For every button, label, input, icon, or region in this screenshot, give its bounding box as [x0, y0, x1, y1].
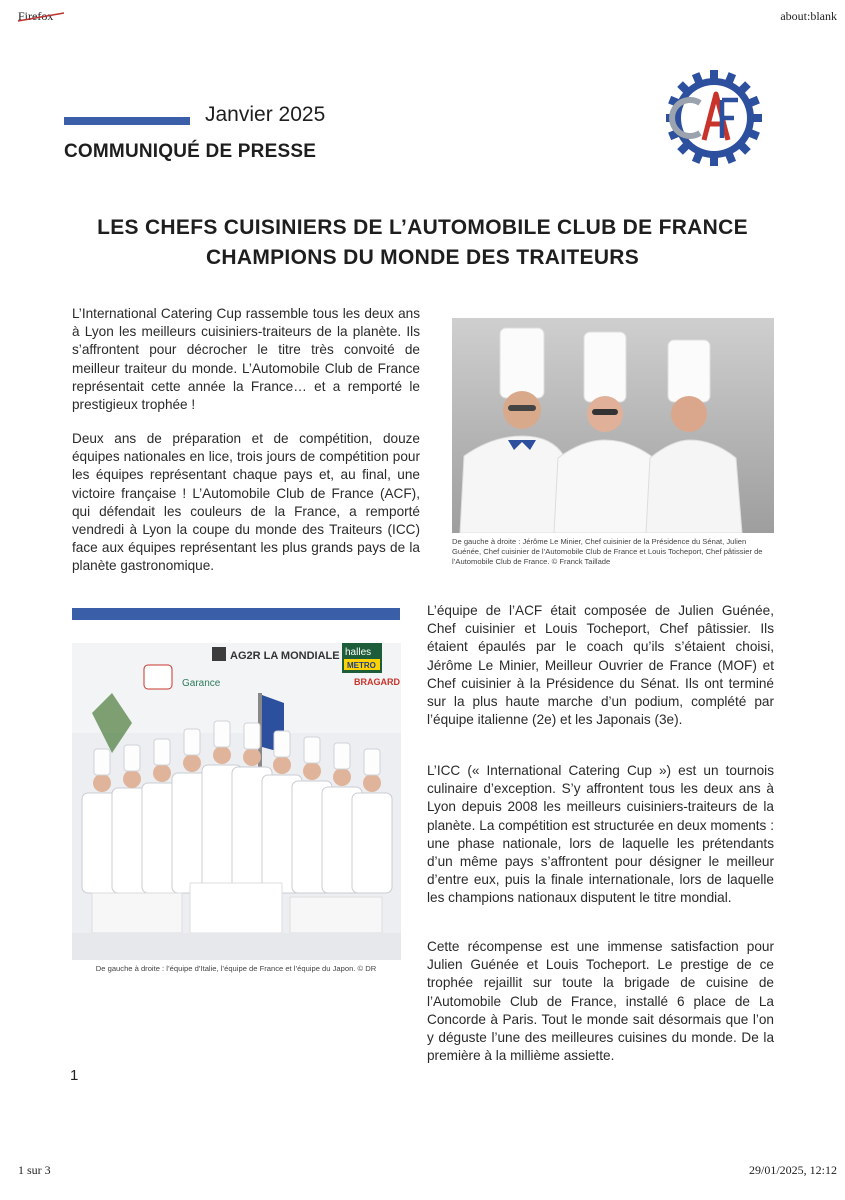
victory-paragraph: Deux ans de préparation et de compétition, douze équipes nationales en lice, trois jours de compétition pour les équipes représentant chaque pays et, au final, une victoire française ! L’Automobile Club de France (ACF), qui défendait les couleurs de la France, a remporté vendredi à Lyon la coupe du monde des Traiteurs (ICC) face aux équipes représentant les plus grands pays de la planète gastronomique.	[72, 431, 420, 574]
podium-photo	[72, 643, 401, 960]
strike-mark	[16, 10, 68, 24]
chefs-photo-caption: De gauche à droite : Jérôme Le Minier, Chef cuisinier de la Présidence du Sénat, Julien Guénée, Chef cuisinier de l’Automobile Club de France et Louis Tocheport, Chef pâtissier de l’Automobile Club de France. © Franck Taillade	[452, 537, 763, 566]
sponsor-bragard: BRAGARD	[354, 677, 400, 687]
document-type: COMMUNIQUÉ DE PRESSE	[64, 141, 317, 162]
chefs-portrait-photo	[452, 318, 774, 533]
sponsor-garance: Garance	[182, 678, 221, 689]
headline-line-1: LES CHEFS CUISINIERS DE L’AUTOMOBILE CLUB DE FRANCE	[97, 216, 748, 239]
page-counter: 1 sur 3	[18, 1163, 51, 1177]
chefs-illustration	[452, 318, 774, 533]
podium-photo-caption: De gauche à droite : l’équipe d’Italie, l’équipe de France et l’équipe du Japon. © DR	[95, 964, 377, 973]
intro-paragraph: L’International Catering Cup rassemble tous les deux ans à Lyon les meilleurs cuisiniers-traiteurs de la planète. Ils s’affrontent pour décrocher le titre très convoité de meilleur traiteur du monde. L’Automobile Club de France représentait cette année la France… et a remporté le prestigieux trophée !	[72, 306, 420, 413]
print-timestamp: 29/01/2025, 12:12	[748, 1163, 837, 1177]
icc-paragraph: L’ICC (« International Catering Cup ») est un tournois culinaire d’exception. S’y affrontent tous les deux ans à Lyon depuis 2008 les meilleurs cuisiniers-traiteurs de la planète. La compétition est structurée en deux moments : une phase nationale, lors de laquelle les prétendants d’un même pays s’affrontent pour désigner le meilleur d’entre eux, puis la finale internationale, lors de laquelle les champions nationaux disputent le titre mondial.	[427, 763, 774, 906]
sponsor-halles: halles	[345, 647, 372, 658]
date-accent-bar	[64, 117, 190, 125]
release-date: Janvier 2025	[205, 103, 326, 126]
browser-address: about:blank	[780, 9, 837, 23]
podium-illustration	[72, 643, 401, 960]
page-number: 1	[70, 1067, 79, 1084]
sponsor-ag2r: AG2R LA MONDIALE	[230, 650, 340, 662]
sponsor-metro: METRO	[347, 661, 376, 670]
browser-app-label: Firefox	[18, 9, 54, 23]
section-divider-bar	[72, 608, 400, 620]
closing-paragraph: Cette récompense est une immense satisfaction pour Julien Guénée et Louis Tocheport. Le prestige de ce trophée rejaillit sur toute la brigade de cuisine de l’Automobile Club de France, installé 6 place de La Concorde à Paris. Tout le monde sait désormais que l’on y déguste l’une des meilleures cuisines du monde. De la première à la millième assiette.	[427, 939, 774, 1064]
team-paragraph: L’équipe de l’ACF était composée de Julien Guénée, Chef cuisinier et Louis Tocheport, Chef pâtissier. Ils étaient épaulés par le coach qu’ils s’étaient choisi, Jérôme Le Minier, Meilleur Ouvrier de France (MOF) et Chef cuisinier à la Présidence du Sénat. Ils ont terminé sur la plus haute marche d’un podium, complété par l’équipe italienne (2e) et les Japonais (3e).	[427, 603, 774, 728]
acf-logo	[666, 70, 762, 166]
headline-line-2: CHAMPIONS DU MONDE DES TRAITEURS	[205, 246, 640, 269]
